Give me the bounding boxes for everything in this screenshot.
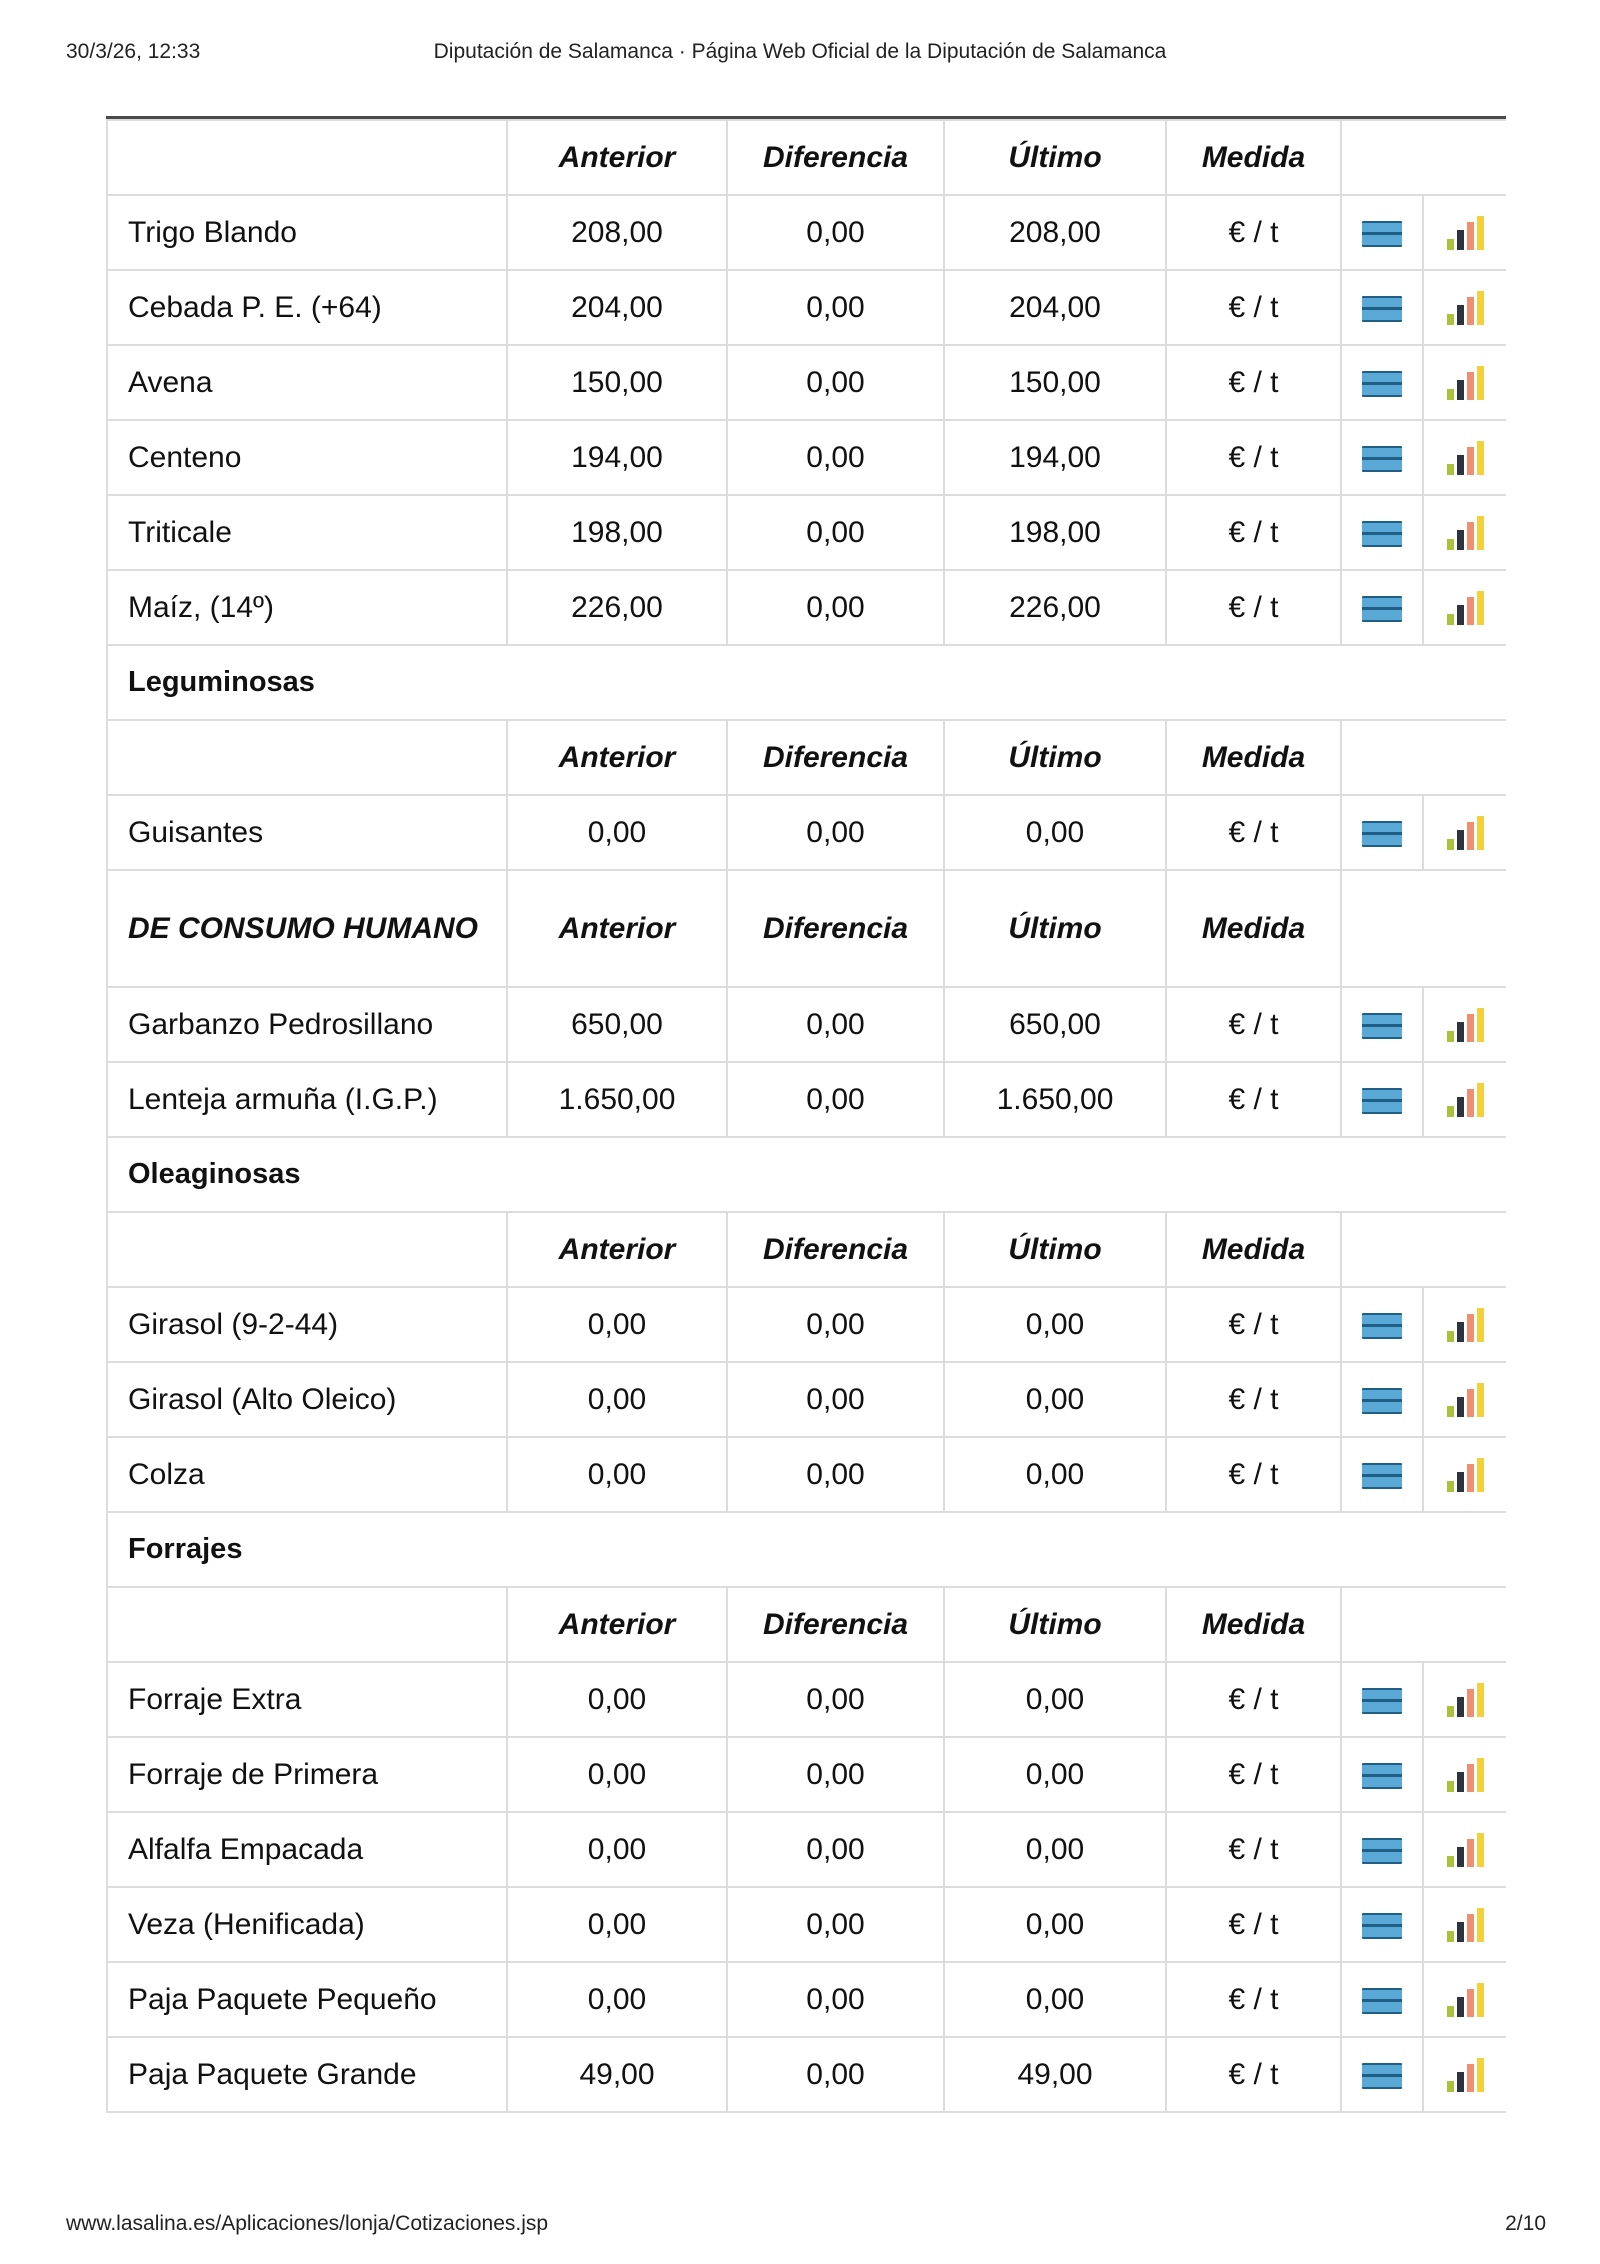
table-view-button[interactable]	[1341, 987, 1423, 1062]
chart-view-button[interactable]	[1423, 495, 1506, 570]
value-medida: € / t	[1166, 1887, 1341, 1962]
table-row	[107, 495, 1506, 570]
value-anterior: 0,00	[507, 1737, 727, 1812]
value-medida: € / t	[1166, 1062, 1341, 1137]
column-header-row	[107, 1587, 1506, 1662]
value-ultimo: 0,00	[944, 1287, 1166, 1362]
value-diferencia: 0,00	[727, 570, 944, 645]
value-medida: € / t	[1166, 987, 1341, 1062]
product-name: Paja Paquete Grande	[107, 2037, 507, 2112]
chart-view-button[interactable]	[1423, 1887, 1506, 1962]
chart-view-button[interactable]	[1423, 795, 1506, 870]
quotations-table-body	[107, 120, 1506, 2112]
bar-chart-icon[interactable]	[1447, 1083, 1484, 1117]
value-diferencia: 0,00	[727, 987, 944, 1062]
value-ultimo: 1.650,00	[944, 1062, 1166, 1137]
header-anterior: Anterior	[507, 720, 727, 795]
value-anterior: 0,00	[507, 1887, 727, 1962]
table-view-button[interactable]	[1341, 1437, 1423, 1512]
chart-view-button[interactable]	[1423, 270, 1506, 345]
value-anterior: 1.650,00	[507, 1062, 727, 1137]
table-icon[interactable]	[1362, 371, 1402, 397]
header-ultimo: Último	[944, 1212, 1166, 1287]
header-actions	[1341, 870, 1506, 987]
bar-chart-icon[interactable]	[1447, 366, 1484, 400]
header-group-label	[107, 1212, 507, 1287]
table-view-button[interactable]	[1341, 795, 1423, 870]
section-title: Leguminosas	[107, 645, 1506, 720]
value-diferencia: 0,00	[727, 345, 944, 420]
value-anterior: 49,00	[507, 2037, 727, 2112]
table-row	[107, 1437, 1506, 1512]
value-medida: € / t	[1166, 1662, 1341, 1737]
table-row	[107, 795, 1506, 870]
product-name: Alfalfa Empacada	[107, 1812, 507, 1887]
value-diferencia: 0,00	[727, 1887, 944, 1962]
product-name: Avena	[107, 345, 507, 420]
table-view-button[interactable]	[1341, 270, 1423, 345]
table-row	[107, 270, 1506, 345]
column-header-row	[107, 720, 1506, 795]
print-datetime: 30/3/26, 12:33	[66, 40, 201, 63]
value-ultimo: 198,00	[944, 495, 1166, 570]
table-view-button[interactable]	[1341, 570, 1423, 645]
bar-chart-icon[interactable]	[1447, 1758, 1484, 1792]
product-name: Girasol (Alto Oleico)	[107, 1362, 507, 1437]
header-diferencia: Diferencia	[727, 1587, 944, 1662]
table-icon[interactable]	[1362, 221, 1402, 247]
value-anterior: 0,00	[507, 1437, 727, 1512]
value-diferencia: 0,00	[727, 2037, 944, 2112]
header-actions	[1341, 1587, 1506, 1662]
bar-chart-icon[interactable]	[1447, 1683, 1484, 1717]
value-anterior: 194,00	[507, 420, 727, 495]
value-medida: € / t	[1166, 195, 1341, 270]
header-diferencia: Diferencia	[727, 120, 944, 195]
header-diferencia: Diferencia	[727, 720, 944, 795]
table-icon[interactable]	[1362, 1463, 1402, 1489]
chart-view-button[interactable]	[1423, 195, 1506, 270]
table-row	[107, 1962, 1506, 2037]
value-ultimo: 150,00	[944, 345, 1166, 420]
value-medida: € / t	[1166, 1737, 1341, 1812]
value-ultimo: 0,00	[944, 1812, 1166, 1887]
table-row	[107, 1362, 1506, 1437]
table-icon[interactable]	[1362, 1388, 1402, 1414]
value-ultimo: 0,00	[944, 1362, 1166, 1437]
header-actions	[1341, 720, 1506, 795]
chart-view-button[interactable]	[1423, 1662, 1506, 1737]
value-medida: € / t	[1166, 420, 1341, 495]
value-ultimo: 226,00	[944, 570, 1166, 645]
value-ultimo: 49,00	[944, 2037, 1166, 2112]
chart-view-button[interactable]	[1423, 1737, 1506, 1812]
value-anterior: 0,00	[507, 1362, 727, 1437]
header-group-label	[107, 1587, 507, 1662]
header-ultimo: Último	[944, 1587, 1166, 1662]
value-medida: € / t	[1166, 1362, 1341, 1437]
bar-chart-icon[interactable]	[1447, 516, 1484, 550]
value-diferencia: 0,00	[727, 795, 944, 870]
value-anterior: 0,00	[507, 1662, 727, 1737]
value-diferencia: 0,00	[727, 270, 944, 345]
section-title: Oleaginosas	[107, 1137, 1506, 1212]
table-icon[interactable]	[1362, 1688, 1402, 1714]
print-header	[0, 40, 1600, 70]
value-medida: € / t	[1166, 495, 1341, 570]
product-name: Maíz, (14º)	[107, 570, 507, 645]
column-header-row	[107, 870, 1506, 987]
value-diferencia: 0,00	[727, 1437, 944, 1512]
table-icon[interactable]	[1362, 1763, 1402, 1789]
value-diferencia: 0,00	[727, 1287, 944, 1362]
value-ultimo: 208,00	[944, 195, 1166, 270]
header-anterior: Anterior	[507, 1212, 727, 1287]
header-medida: Medida	[1166, 1587, 1341, 1662]
value-ultimo: 0,00	[944, 1437, 1166, 1512]
bar-chart-icon[interactable]	[1447, 1308, 1484, 1342]
table-view-button[interactable]	[1341, 1812, 1423, 1887]
header-ultimo: Último	[944, 720, 1166, 795]
value-diferencia: 0,00	[727, 1662, 944, 1737]
table-view-button[interactable]	[1341, 1362, 1423, 1437]
section-title: Forrajes	[107, 1512, 1506, 1587]
table-row	[107, 1887, 1506, 1962]
table-icon[interactable]	[1362, 1088, 1402, 1114]
table-view-button[interactable]	[1341, 495, 1423, 570]
value-diferencia: 0,00	[727, 1362, 944, 1437]
bar-chart-icon[interactable]	[1447, 1383, 1484, 1417]
table-view-button[interactable]	[1341, 345, 1423, 420]
value-ultimo: 204,00	[944, 270, 1166, 345]
table-row	[107, 1062, 1506, 1137]
chart-view-button[interactable]	[1423, 1362, 1506, 1437]
table-row	[107, 1812, 1506, 1887]
table-icon[interactable]	[1362, 1013, 1402, 1039]
value-ultimo: 0,00	[944, 1962, 1166, 2037]
product-name: Paja Paquete Pequeño	[107, 1962, 507, 2037]
column-header-row	[107, 120, 1506, 195]
price-sheet	[106, 116, 1506, 2180]
table-row	[107, 2037, 1506, 2112]
bar-chart-icon[interactable]	[1447, 816, 1484, 850]
table-view-button[interactable]	[1341, 2037, 1423, 2112]
column-header-row	[107, 1212, 1506, 1287]
value-medida: € / t	[1166, 2037, 1341, 2112]
table-view-button[interactable]	[1341, 1062, 1423, 1137]
header-actions	[1341, 120, 1506, 195]
section-row	[107, 1137, 1506, 1212]
product-name: Guisantes	[107, 795, 507, 870]
header-diferencia: Diferencia	[727, 870, 944, 987]
table-icon[interactable]	[1362, 1913, 1402, 1939]
header-medida: Medida	[1166, 120, 1341, 195]
value-anterior: 0,00	[507, 1287, 727, 1362]
value-diferencia: 0,00	[727, 195, 944, 270]
value-anterior: 198,00	[507, 495, 727, 570]
product-name: Triticale	[107, 495, 507, 570]
table-view-button[interactable]	[1341, 195, 1423, 270]
chart-view-button[interactable]	[1423, 345, 1506, 420]
table-icon[interactable]	[1362, 296, 1402, 322]
value-anterior: 0,00	[507, 795, 727, 870]
bar-chart-icon[interactable]	[1447, 291, 1484, 325]
chart-view-button[interactable]	[1423, 420, 1506, 495]
print-footer	[0, 2212, 1600, 2242]
header-group-label: DE CONSUMO HUMANO	[107, 870, 507, 987]
value-diferencia: 0,00	[727, 495, 944, 570]
header-actions	[1341, 1212, 1506, 1287]
product-name: Forraje Extra	[107, 1662, 507, 1737]
header-ultimo: Último	[944, 120, 1166, 195]
chart-view-button[interactable]	[1423, 1062, 1506, 1137]
table-icon[interactable]	[1362, 821, 1402, 847]
table-row	[107, 420, 1506, 495]
value-medida: € / t	[1166, 795, 1341, 870]
header-anterior: Anterior	[507, 120, 727, 195]
bar-chart-icon[interactable]	[1447, 1833, 1484, 1867]
value-diferencia: 0,00	[727, 1962, 944, 2037]
table-icon[interactable]	[1362, 2063, 1402, 2089]
table-row	[107, 345, 1506, 420]
product-name: Centeno	[107, 420, 507, 495]
chart-view-button[interactable]	[1423, 570, 1506, 645]
value-diferencia: 0,00	[727, 1737, 944, 1812]
header-diferencia: Diferencia	[727, 1212, 944, 1287]
value-diferencia: 0,00	[727, 1812, 944, 1887]
value-medida: € / t	[1166, 1812, 1341, 1887]
table-view-button[interactable]	[1341, 420, 1423, 495]
table-view-button[interactable]	[1341, 1962, 1423, 2037]
header-ultimo: Último	[944, 870, 1166, 987]
value-medida: € / t	[1166, 1287, 1341, 1362]
table-icon[interactable]	[1362, 1838, 1402, 1864]
table-view-button[interactable]	[1341, 1737, 1423, 1812]
table-row	[107, 570, 1506, 645]
table-icon[interactable]	[1362, 446, 1402, 472]
table-row	[107, 195, 1506, 270]
bar-chart-icon[interactable]	[1447, 2058, 1484, 2092]
section-row	[107, 1512, 1506, 1587]
quotations-table	[106, 119, 1506, 2113]
product-name: Forraje de Primera	[107, 1737, 507, 1812]
header-medida: Medida	[1166, 1212, 1341, 1287]
product-name: Cebada P. E. (+64)	[107, 270, 507, 345]
value-medida: € / t	[1166, 270, 1341, 345]
table-icon[interactable]	[1362, 1988, 1402, 2014]
table-row	[107, 1287, 1506, 1362]
value-medida: € / t	[1166, 1437, 1341, 1512]
bar-chart-icon[interactable]	[1447, 1458, 1484, 1492]
bar-chart-icon[interactable]	[1447, 1008, 1484, 1042]
table-row	[107, 1737, 1506, 1812]
bar-chart-icon[interactable]	[1447, 216, 1484, 250]
value-diferencia: 0,00	[727, 1062, 944, 1137]
section-row	[107, 645, 1506, 720]
table-view-button[interactable]	[1341, 1887, 1423, 1962]
chart-view-button[interactable]	[1423, 2037, 1506, 2112]
table-icon[interactable]	[1362, 1313, 1402, 1339]
header-anterior: Anterior	[507, 870, 727, 987]
table-row	[107, 987, 1506, 1062]
value-anterior: 150,00	[507, 345, 727, 420]
chart-view-button[interactable]	[1423, 987, 1506, 1062]
chart-view-button[interactable]	[1423, 1287, 1506, 1362]
header-group-label	[107, 120, 507, 195]
value-anterior: 208,00	[507, 195, 727, 270]
bar-chart-icon[interactable]	[1447, 1983, 1484, 2017]
header-medida: Medida	[1166, 720, 1341, 795]
bar-chart-icon[interactable]	[1447, 1908, 1484, 1942]
header-medida: Medida	[1166, 870, 1341, 987]
value-anterior: 226,00	[507, 570, 727, 645]
value-ultimo: 650,00	[944, 987, 1166, 1062]
print-url: www.lasalina.es/Aplicaciones/lonja/Cotizaciones.jsp	[66, 2212, 549, 2235]
bar-chart-icon[interactable]	[1447, 591, 1484, 625]
value-anterior: 0,00	[507, 1812, 727, 1887]
table-view-button[interactable]	[1341, 1287, 1423, 1362]
value-anterior: 650,00	[507, 987, 727, 1062]
chart-view-button[interactable]	[1423, 1437, 1506, 1512]
product-name: Colza	[107, 1437, 507, 1512]
value-medida: € / t	[1166, 570, 1341, 645]
header-anterior: Anterior	[507, 1587, 727, 1662]
product-name: Garbanzo Pedrosillano	[107, 987, 507, 1062]
value-ultimo: 0,00	[944, 1737, 1166, 1812]
chart-view-button[interactable]	[1423, 1962, 1506, 2037]
header-group-label	[107, 720, 507, 795]
product-name: Girasol (9-2-44)	[107, 1287, 507, 1362]
value-medida: € / t	[1166, 345, 1341, 420]
table-icon[interactable]	[1362, 521, 1402, 547]
value-ultimo: 194,00	[944, 420, 1166, 495]
product-name: Trigo Blando	[107, 195, 507, 270]
value-ultimo: 0,00	[944, 1662, 1166, 1737]
value-diferencia: 0,00	[727, 420, 944, 495]
value-anterior: 0,00	[507, 1962, 727, 2037]
table-view-button[interactable]	[1341, 1662, 1423, 1737]
value-medida: € / t	[1166, 1962, 1341, 2037]
chart-view-button[interactable]	[1423, 1812, 1506, 1887]
print-page-title: Diputación de Salamanca · Página Web Oficial de la Diputación de Salamanca	[433, 40, 1167, 63]
table-row	[107, 1662, 1506, 1737]
value-ultimo: 0,00	[944, 1887, 1166, 1962]
product-name: Veza (Henificada)	[107, 1887, 507, 1962]
table-icon[interactable]	[1362, 596, 1402, 622]
value-anterior: 204,00	[507, 270, 727, 345]
bar-chart-icon[interactable]	[1447, 441, 1484, 475]
product-name: Lenteja armuña (I.G.P.)	[107, 1062, 507, 1137]
print-page-number: 2/10	[1505, 2212, 1546, 2235]
value-ultimo: 0,00	[944, 795, 1166, 870]
